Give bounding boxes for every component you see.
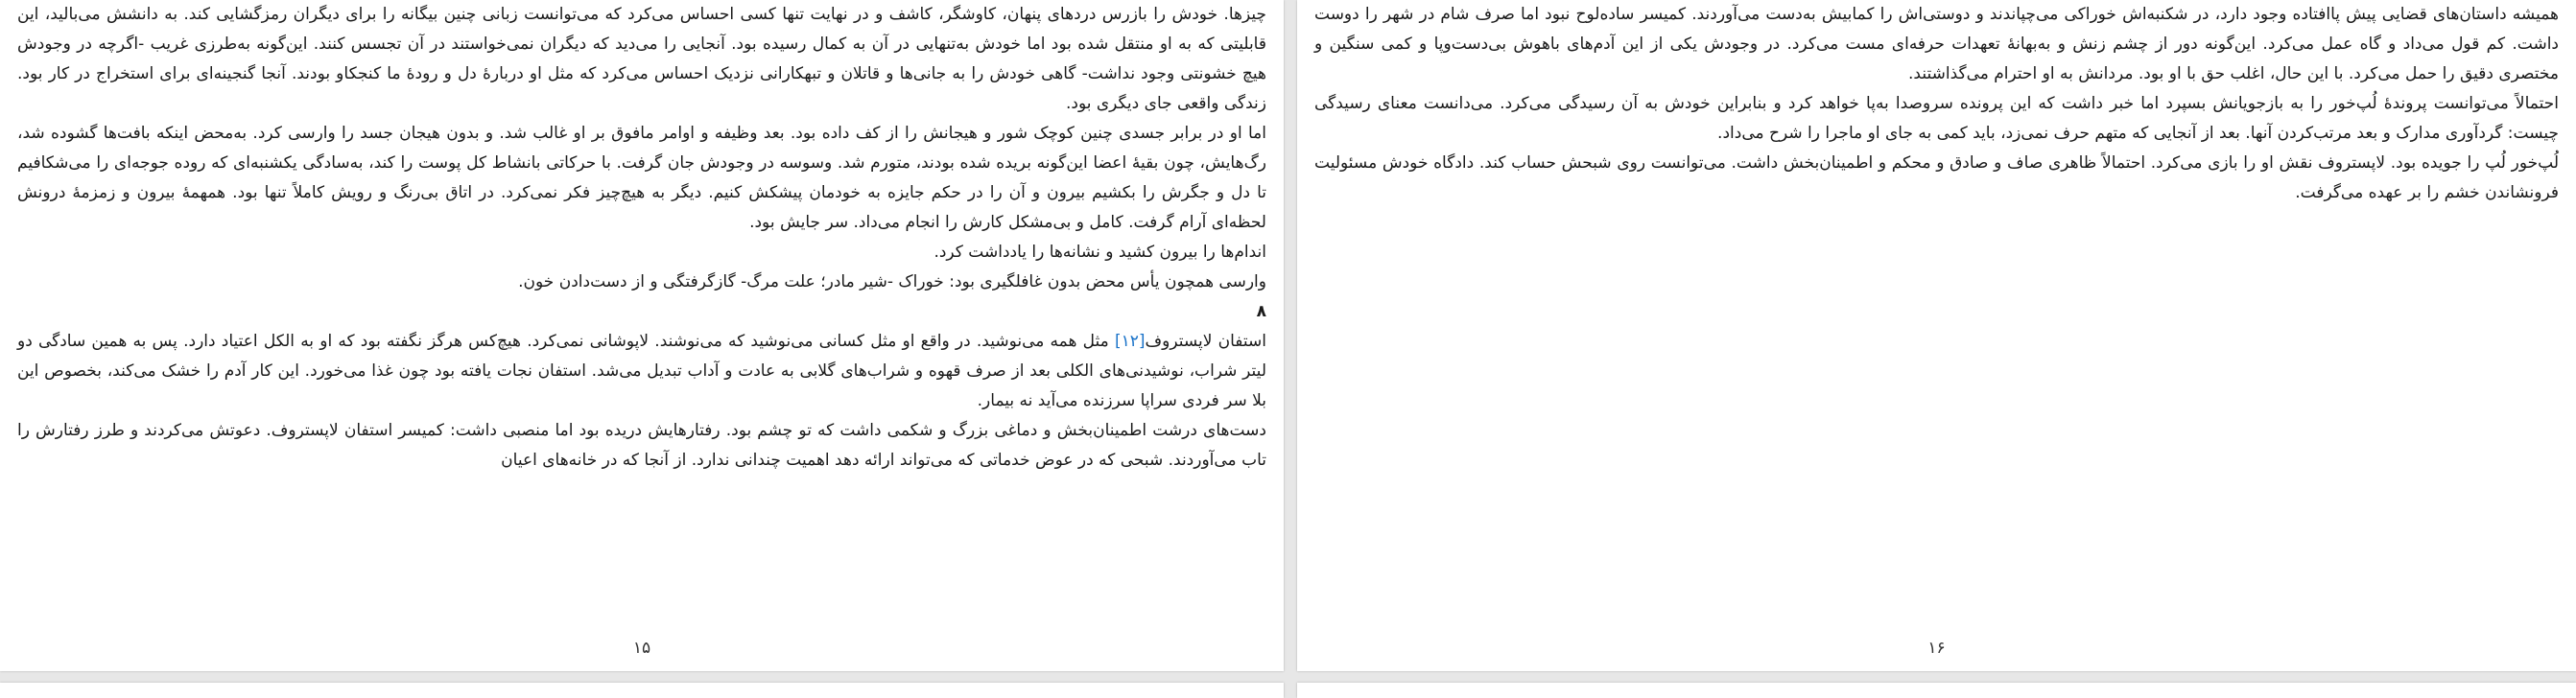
page-number: ۱۵: [632, 639, 651, 658]
page-16-text: [1314, 0, 2559, 208]
page-15: [0, 0, 1284, 671]
paragraph: دست‌های درشت اطمینان‌بخش و دماغی بزرگ و شکمی داشت که تو چشم بود. رفتارهایش دریده بود اما منصبی داشت: کمیسر استفان لاپستروف. دعوتش می‌کردند و طرز رفتارش را تاب می‌آوردند. شبحی که در عوض خدماتی که می‌تواند ارائه دهد اهمیت چندانی ندارد. از آنجا که در خانه‌های اعیان: [17, 421, 1266, 470]
paragraph: لُپ‌خور لُپ را جویده بود. لاپستروف نقش او را بازی می‌کرد. احتمالاً ظاهری صاف و صادق و محکم و اطمینان‌بخش داشت. می‌توانست روی شبحش حساب کند. دادگاه خودش مسئولیت فرونشاندن خشم را بر عهده می‌گرفت.: [1314, 153, 2559, 202]
paragraph: اندام‌ها را بیرون کشید و نشانه‌ها را یادداشت کرد.: [934, 243, 1266, 262]
paragraph-start: استفان لاپستروف: [1145, 332, 1267, 351]
paragraph-rest: مثل همه می‌نوشید. در واقع او مثل کسانی می‌نوشید که می‌نوشند. لاپوشانی نمی‌کرد. هیچ‌کس هرگز نگفته بود که او به الکل اعتیاد دارد. پس به همین سادگی دو لیتر شراب، نوشیدنی‌های الکلی بعد از صرف قهوه و شراب‌های گلابی به عادت و آداب تبدیل می‌شد. استفان نجات یافته بود چون غذا می‌خورد. این کار آدم را خشک می‌کند، بخصوص این بلا سر فردی سراپا سرزنده می‌آید نه بیمار.: [17, 332, 1266, 410]
paragraph: چیزها. خودش را بازرس دردهای پنهان، کاوشگر، کاشف و در نهایت تنها کسی احساس می‌کرد که می‌توانست زبانی چنین بیگانه را برای دیگران رمزگشایی کند. به دانشش می‌بالید، این قابلیتی که به او منتقل شده بود اما خودش به‌تنهایی در آن به کمال رسیده بود. آنجایی را می‌دید که دیگران نمی‌خواستند در آن تجسس کنند. این‌گونه به‌طرزی غریب -اگرچه در وجودش هیچ خشونتی وجود نداشت- گاهی خودش را به جانی‌ها و قاتلان و تبهکارانی نزدیک احساس می‌کرد که مثل او دربارهٔ دل و رودهٔ ما کنجکاو بودند. آنجا گنجینه‌ای برای استخراج در کار بود. زندگی واقعی جای دیگری بود.: [17, 5, 1266, 113]
paragraph: اما او در برابر جسدی چنین کوچک شور و هیجانش را از کف داده بود. بعد وظیفه و اوامر مافوق بر او غالب شد. و بدون هیجان جسد را وارسی کرد. به‌محض اینکه بافت‌ها گشوده شد، رگ‌هایش، چون بقیهٔ اعضا این‌گونه بریده شده بودند، متورم شد. وسوسه در وجودش جان گرفت. با حرکاتی بانشاط کل پوست را کند، به‌سادگی یکشنبه‌ای که روده جوجه‌ای را می‌شکافیم تا دل و جگرش را بکشیم بیرون و آن را در حکم جایزه به خودمان پیشکش کنیم. دیگر به هیچ‌چیز فکر نمی‌کرد. در اتاق بی‌رنگ و رویش کاملاً تنها بود. همهمهٔ بیرون و زمزمهٔ درونش لحظه‌ای آرام گرفت. کامل و بی‌مشکل کارش را انجام می‌داد. سر جایش بود.: [17, 124, 1266, 232]
next-page-right: [1297, 683, 2576, 698]
paragraph-with-footnote: [17, 327, 1266, 416]
paragraph: همیشه داستان‌های قضایی پیش پاافتاده وجود دارد، در شکنبه‌اش خوراکی می‌چپاندند و دوستی‌اش را کمابیش به‌دست می‌آوردند. کمیسر ساده‌لوح نبود اما صرف شام در شهر را دوست داشت. کم قول می‌داد و گاه عمل می‌کرد. این‌گونه دور از چشم زنش و به‌بهانهٔ تعهدات حرفه‌ای مست می‌کرد. در وجودش یکی از این آدم‌های باهوش بی‌دست‌وپا و کمی سنگین و مختصری دقیق را حمل می‌کرد. با این حال، اغلب حق با او بود. مردانش به او احترام می‌گذاشتند.: [1314, 5, 2559, 83]
page-16: [1297, 0, 2576, 671]
next-page-left: [0, 683, 1284, 698]
page-15-text: [17, 0, 1266, 476]
paragraph: وارسی همچون یأس محض بدون غافلگیری بود: خوراک -شیر مادر؛ علت مرگ- گازگرفتگی و از دست‌دادن خون.: [518, 272, 1266, 291]
section-heading: ۸: [1256, 302, 1266, 321]
paragraph: احتمالاً می‌توانست پروندهٔ لُپ‌خور را به بازجویانش بسپرد اما خبر داشت که این پرونده سروصدا به‌پا خواهد کرد و بنابراین خودش به آن رسیدگی می‌کرد. می‌دانست معنای رسیدگی چیست: گردآوری مدارک و بعد مرتب‌کردن آنها. بعد از آنجایی که متهم حرف نمی‌زد، باید کمی به جای او ماجرا را شرح می‌داد.: [1314, 94, 2559, 143]
page-number: ۱۶: [1927, 639, 1946, 658]
footnote-link[interactable]: [۱۲]: [1114, 332, 1146, 351]
